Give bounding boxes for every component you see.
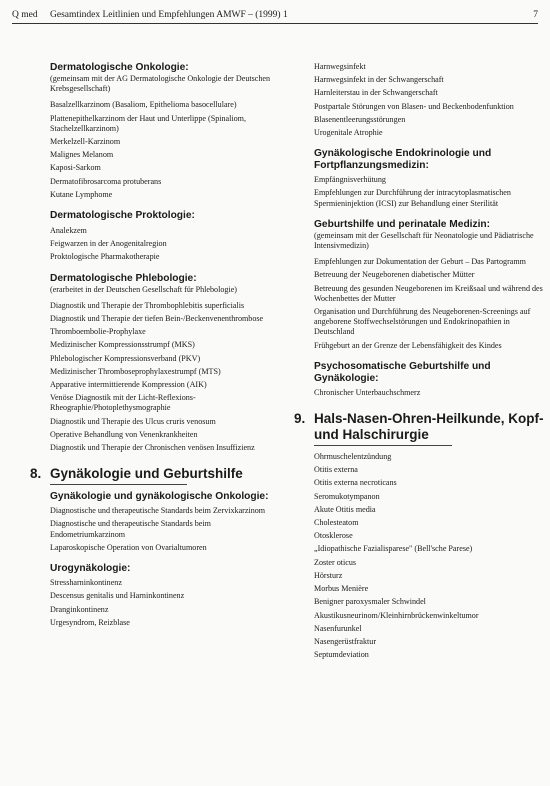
list-item: Analekzem bbox=[50, 226, 87, 236]
list-item: Dranginkontinenz bbox=[50, 604, 109, 614]
page-number: 7 bbox=[533, 10, 538, 20]
list-item: Merkelzell-Karzinom bbox=[50, 137, 121, 147]
list-item: Proktologische Pharmakotherapie bbox=[50, 252, 160, 262]
list-item: Urgesyndrom, Reizblase bbox=[50, 617, 130, 627]
list-item: Chronischer Unterbauchschmerz bbox=[314, 387, 421, 397]
list-item: Septumdeviation bbox=[314, 650, 369, 660]
list-item: Akute Otitis media bbox=[314, 504, 376, 514]
section-title-proktologie: Dermatologische Proktologie: bbox=[50, 210, 195, 222]
chapter-heading-8 bbox=[30, 466, 278, 482]
list-item: Otosklerose bbox=[314, 531, 353, 541]
list-item: Betreuung der Neugeborenen diabetischer Mütter bbox=[314, 270, 475, 280]
list-item: Diagnostik und Therapie der tiefen Bein-/Beckenvenenthrombose bbox=[50, 314, 264, 324]
list-item: Postpartale Störungen von Blasen- und Beckenbodenfunktion bbox=[314, 101, 514, 111]
list-item: Otitis externa bbox=[314, 465, 358, 475]
list-item: Thromboembolie-Prophylaxe bbox=[50, 327, 146, 337]
list-item: Kutane Lymphome bbox=[50, 189, 113, 199]
chapter-title: Gynäkologie und Geburtshilfe bbox=[50, 466, 243, 482]
list-item: Diagnostik und Therapie der Chronischen venösen Insuffizienz bbox=[50, 443, 255, 453]
list-item: Venöse Diagnostik mit der Licht-Reflexions-Rheographie/Photoplethysmographie bbox=[50, 393, 196, 413]
list-item: Harnwegsinfekt in der Schwangerschaft bbox=[314, 75, 444, 85]
section-title-endokrinologie: Gynäkologische Endokrinologie und Fortpflanzungsmedizin: bbox=[314, 148, 492, 172]
left-column bbox=[30, 62, 278, 631]
section-note: (gemeinsam mit der AG Dermatologische Onkologie der Deutschen Krebsgesellschaft) bbox=[50, 74, 271, 94]
list-item: Diagnostische und therapeutische Standards beim Endometriumkarzinom bbox=[50, 519, 211, 539]
list-item: Organisation und Durchführung des Neugeborenen-Screenings auf angeborene Stoffwechselstörungen und Endokrinopathien in Deutschland bbox=[314, 307, 531, 337]
publisher-label: Q med bbox=[12, 10, 38, 20]
list-item: Ohrmuschelentzündung bbox=[314, 452, 392, 462]
list-item: Frühgeburt an der Grenze der Lebensfähigkeit des Kindes bbox=[314, 340, 502, 350]
list-item: Diagnostik und Therapie des Ulcus cruris venosum bbox=[50, 416, 216, 426]
phleb-list bbox=[50, 301, 278, 453]
running-title: Gesamtindex Leitlinien und Empfehlungen AMWF – (1999) 1 bbox=[50, 10, 288, 20]
list-item: Seromukotympanon bbox=[314, 491, 380, 501]
list-item: Dermatofibrosarcoma protuberans bbox=[50, 176, 162, 186]
section-title-phlebologie: Dermatologische Phlebologie: bbox=[50, 272, 197, 284]
list-item: Hörsturz bbox=[314, 570, 343, 580]
list-item: Harnleiterstau in der Schwangerschaft bbox=[314, 88, 438, 98]
endo-list bbox=[314, 175, 544, 209]
prokt-list bbox=[50, 226, 278, 263]
list-item: Medizinischer Kompressionsstrumpf (MKS) bbox=[50, 340, 195, 350]
section-title-geburtshilfe: Geburtshilfe und perinatale Medizin: bbox=[314, 218, 491, 230]
list-item: Diagnostische und therapeutische Standards beim Zervixkarzinom bbox=[50, 506, 266, 516]
list-item: Nasengerüstfraktur bbox=[314, 636, 377, 646]
hno-list bbox=[314, 452, 544, 660]
list-item: Diagnostik und Therapie der Thrombophlebitis superficialis bbox=[50, 300, 245, 310]
list-item: Otitis externa necroticans bbox=[314, 478, 397, 488]
chapter-heading-9 bbox=[294, 411, 544, 443]
psy-list bbox=[314, 388, 544, 398]
geb-list bbox=[314, 257, 544, 351]
section-title-gyn-onkologie: Gynäkologie und gynäkologische Onkologie: bbox=[50, 491, 269, 503]
section-note: (gemeinsam mit der Gesellschaft für Neonatologie und Pädiatrische Intensivmedizin) bbox=[314, 230, 534, 251]
list-item: Blasenentleerungsstörungen bbox=[314, 114, 406, 124]
chapter-rule bbox=[50, 484, 187, 485]
list-item: Plattenepithelkarzinom der Haut und Unterlippe (Spinaliom, Stachelzellkarzinom) bbox=[50, 113, 247, 133]
list-item: Nasenfurunkel bbox=[314, 623, 362, 633]
section-title-urogynaekologie: Urogynäkologie: bbox=[50, 563, 131, 575]
list-item: Feigwarzen in der Anogenitalregion bbox=[50, 239, 167, 249]
section-note: (erarbeitet in der Deutschen Gesellschaft für Phlebologie) bbox=[50, 284, 237, 294]
list-item: Betreuung des gesunden Neugeborenen im Kreißsaal und während des Wochenbettes der Mutter bbox=[314, 283, 543, 303]
list-item: Akustikusneurinom/Kleinhirnbrückenwinkeltumor bbox=[314, 610, 479, 620]
list-item: Apparative intermittierende Kompression (AIK) bbox=[50, 380, 207, 390]
chapter-title: Hals-Nasen-Ohren-Heilkunde, Kopf- und Halschirurgie bbox=[314, 411, 544, 443]
section-title-psychosomatik: Psychosomatische Geburtshilfe und Gynäkologie: bbox=[314, 360, 491, 384]
list-item: Kaposi-Sarkom bbox=[50, 163, 101, 173]
uro-list bbox=[50, 578, 278, 628]
uro-continued-list bbox=[314, 62, 544, 138]
chapter-number: 8. bbox=[30, 466, 42, 482]
list-item: Medizinischer Thromboseprophylaxestrumpf (MTS) bbox=[50, 366, 221, 376]
list-item: Malignes Melanom bbox=[50, 150, 114, 160]
list-item: Zoster oticus bbox=[314, 557, 357, 567]
list-item: „Idiopathische Fazialisparese" (Bell'sche Parese) bbox=[314, 544, 473, 554]
list-item: Empfängnisverhütung bbox=[314, 175, 386, 185]
list-item: Laparoskopische Operation von Ovarialtumoren bbox=[50, 542, 207, 552]
list-item: Morbus Menière bbox=[314, 584, 369, 594]
list-item: Empfehlungen zur Dokumentation der Geburt – Das Partogramm bbox=[314, 257, 526, 267]
list-item: Phlebologischer Kompressionsverband (PKV) bbox=[50, 353, 201, 363]
list-item: Basalzellkarzinom (Basaliom, Epithelioma basocellulare) bbox=[50, 100, 237, 110]
list-item: Operative Behandlung von Venenkrankheiten bbox=[50, 429, 198, 439]
gyn-list bbox=[50, 506, 278, 553]
list-item: Cholesteatom bbox=[314, 518, 359, 528]
list-item: Harnwegsinfekt bbox=[314, 62, 366, 71]
chapter-number: 9. bbox=[294, 411, 306, 427]
list-item: Urogenitale Atrophie bbox=[314, 128, 383, 138]
right-column bbox=[294, 62, 544, 663]
list-item: Empfehlungen zur Durchführung der intracytoplasmatischen Spermieninjektion (ICSI) zur Behandlung einer Sterilität bbox=[314, 188, 511, 208]
page-header bbox=[12, 2, 538, 24]
list-item: Descensus genitalis und Harninkontinenz bbox=[50, 591, 185, 601]
list-item: Benigner paroxysmaler Schwindel bbox=[314, 597, 426, 607]
section-title-dermatologische-onkologie: Dermatologische Onkologie: bbox=[50, 62, 189, 73]
onko-list bbox=[50, 100, 278, 200]
list-item: Stressharninkontinenz bbox=[50, 578, 122, 588]
chapter-rule bbox=[314, 445, 452, 446]
